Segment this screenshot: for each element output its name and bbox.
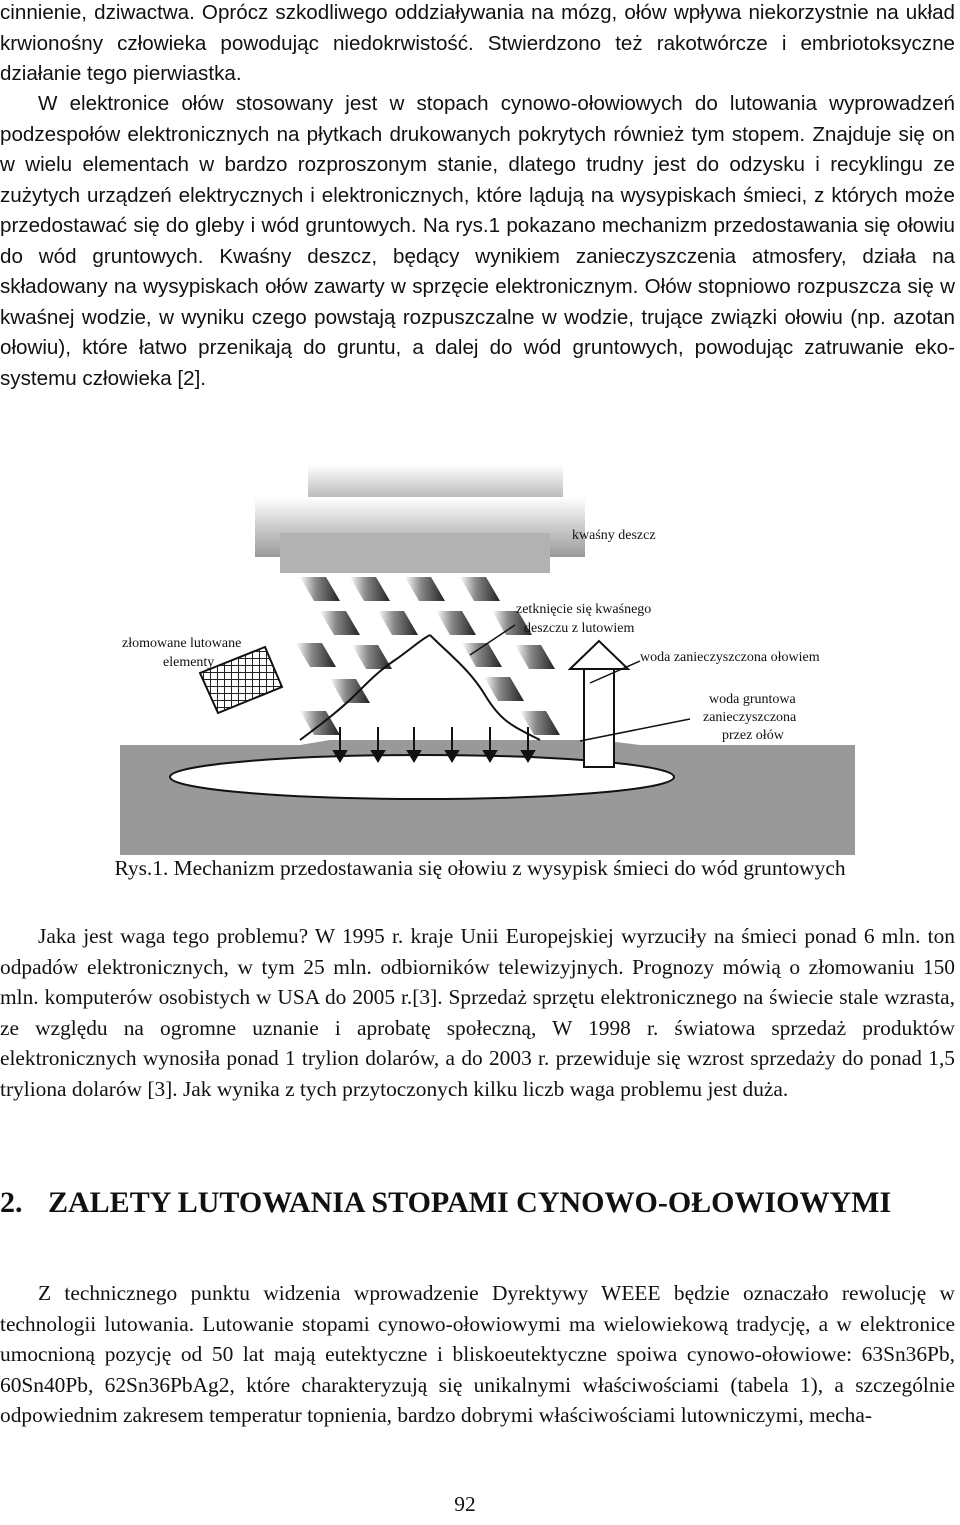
section-title: ZALETY LUTOWANIA STOPAMI CYNOWO-OŁOWIOWYMI [48, 1186, 892, 1219]
page-number: 92 [454, 1492, 476, 1516]
label-ground-line3: przez ołów [722, 728, 784, 743]
figure-lead-mechanism [0, 455, 960, 895]
paragraph-1: cinnienie, dziwactwa. Oprócz szkodliwego oddziaływania na mózg, ołów wpływa niekorzystnie na układ krwionośny człowieka powodując niedokrwistość. Stwierdzono też rakotwórcze i embriotoksyczne działanie tego pierwiastka. [0, 1, 955, 85]
section-number: 2. [0, 1186, 23, 1219]
label-ground-line2: zanieczyszczona [703, 710, 797, 725]
label-contact-line2: deszczu z lutowiem [524, 621, 635, 636]
paragraph-2: W elektronice ołów stosowany jest w stopach cynowo-ołowiowych do lutowania wyprowadzeń podzespołów elektronicznych na płytkach drukowanych pokrytych również tym stopem. Znajduje się on w wielu elementach w bardzo rozproszonym stanie, dlatego trudny jest do odzysku i recyklingu ze zużytych urządzeń elektrycznych i elektronicznych, które lądują na wysypiskach śmieci, z których może przedostawać się do gleby i wód gruntowych. Na rys.1 pokazano mechanizm przedostawania się ołowiu do wód gruntowych. Kwaśny deszcz, będący wynikiem zanieczyszczenia atmosfery, działa na składowany na wysypiskach ołów zawarty w sprzęcie elektronicznym. Ołów stopniowo rozpuszcza się w kwaśnej wodzie, w wyniku czego powstają rozpuszczalne w wodzie, trujące związki ołowiu (np. azotan ołowiu), które łatwo przenikają do gruntu, a dalej do wód gruntowych, powodując zatruwanie eko-systemu człowieka [2]. [0, 92, 955, 390]
label-acid-rain: kwaśny deszcz [572, 528, 656, 543]
paragraph-3: Jaka jest waga tego problemu? W 1995 r. kraje Unii Europejskiej wyrzuciły na śmieci ponad 6 mln. ton odpadów elektronicznych, w tym 25 mln. odbiorników telewizyjnych. Prognozy mówią o złomowaniu 150 mln. komputerów osobistych w USA do 2005 r.[3]. Sprzedaż sprzętu elektronicznego na świecie stale wzrasta, ze względu na ogromne uznanie i aprobatę społeczną, W 1998 r. światowa sprzedaż produktów elektronicznych wynosiła ponad 1 trylion dolarów, a do 2003 r. przewiduje się wzrost sprzedaży do ponad 1,5 tryliona dolarów [3]. Jak wynika z tych przytoczonych kilku liczb waga problemu jest duża. [0, 924, 955, 1101]
label-scrap-line1: złomowane lutowane [122, 636, 242, 651]
label-ground-line1: woda gruntowa [709, 692, 796, 707]
paragraph-4: Z technicznego punktu widzenia wprowadzenie Dyrektywy WEEE będzie oznaczało rewolucję w technologii lutowania. Lutowanie stopami cynowo-ołowiowymi ma wielowiekową tradycję, a w elektronice umocnioną pozycję od 50 lat mają eutektyczne i bliskoeutektyczne spoiwa cynowo-ołowiowe: 63Sn36Pb, 60Sn40Pb, 62Sn36PbAg2, które charakteryzują się unikalnymi właściwościami (tabela 1), a szczególnie odpowiednim zakresem temperatur topnienia, bardzo dobrymi właściwościami lutowniczymi, mecha- [0, 1281, 955, 1427]
leader-contact [470, 625, 515, 655]
figure-caption: Rys.1. Mechanizm przedostawania się ołowiu z wysypisk śmieci do wód gruntowych [114, 856, 846, 880]
label-contact-line1: zetknięcie się kwaśnego [516, 602, 652, 617]
cloud-shape [255, 465, 585, 573]
label-polluted-water: woda zanieczyszczona ołowiem [640, 650, 820, 665]
label-scrap-line2: elementy [163, 655, 215, 670]
mechanism-diagram [0, 455, 960, 855]
